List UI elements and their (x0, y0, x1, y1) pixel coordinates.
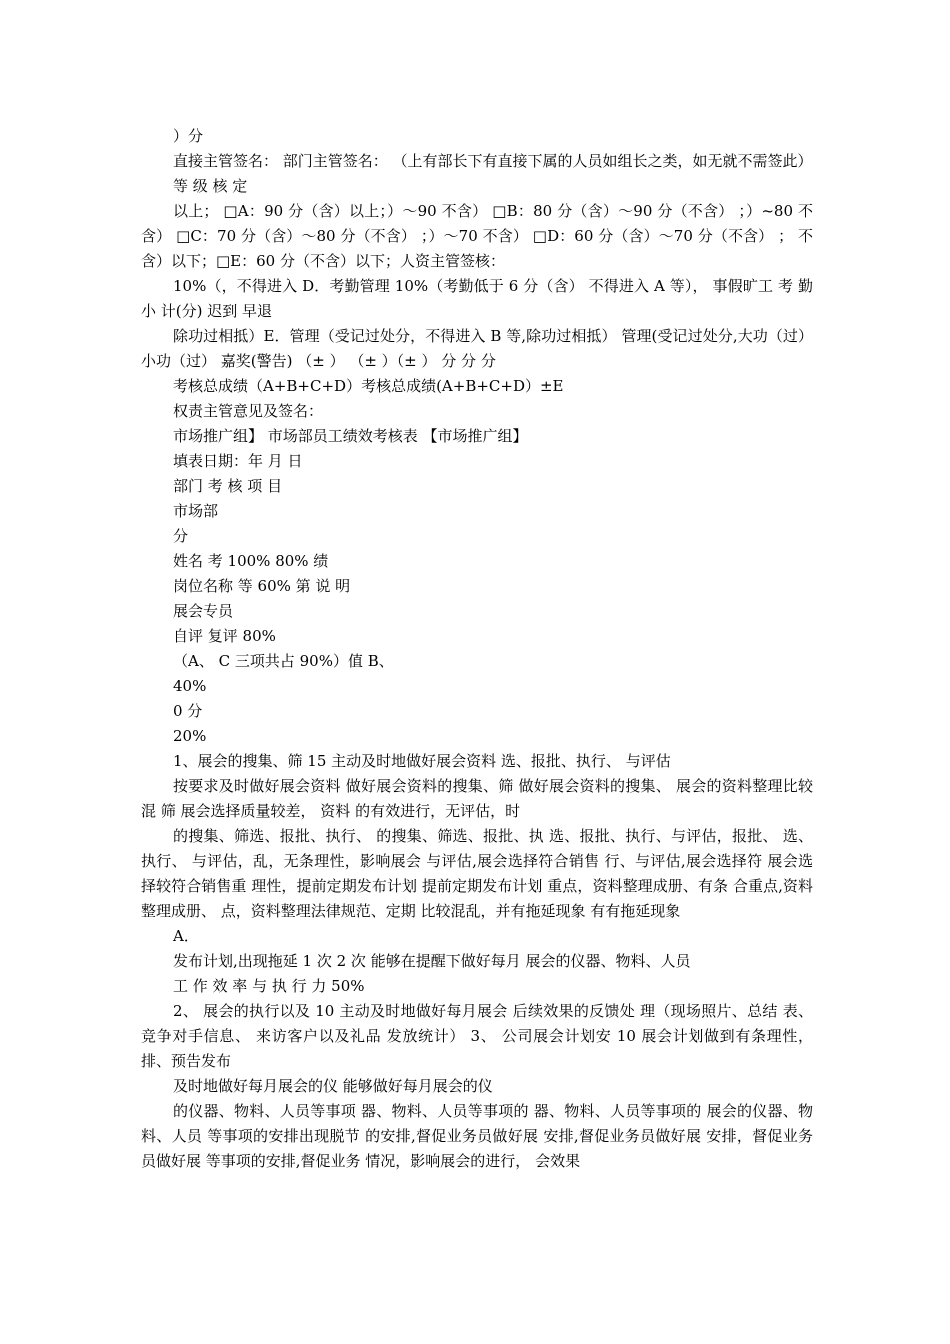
paragraph: 市场推广组】 市场部员工绩效考核表 【市场推广组】 (173, 427, 528, 445)
paragraph: 的搜集、筛选、报批、执行、 的搜集、筛选、报批、执 选、报批、执行、与评估，报批、 选、 执行、 与评估，乱，无条理性，影响展会 与评估,展会选择符合销售 行、与评估,展会选择符 展会选择较符合销售重 理性，提前定期发布计划 提前定期发布计划 重点，资料整理成册、有条 合重点,资料整理成册、 点，资料整理法律规范、定期 比较混乱，并有拖延现象 有有拖延现象 (141, 827, 813, 920)
paragraph: 工 作 效 率 与 执 行 力 50% (173, 977, 365, 995)
paragraph: 权责主管意见及签名： (173, 402, 324, 420)
paragraph: 等 级 核 定 (173, 177, 248, 195)
paragraph: 自评 复评 80% (173, 627, 276, 645)
paragraph: 按要求及时做好展会资料 做好展会资料的搜集、筛 做好展会资料的搜集、 展会的资料整理比较混 筛 展会选择质量较差， 资料 的有效进行，无评估，时 (141, 777, 813, 820)
paragraph: 40% (173, 677, 207, 695)
paragraph: 市场部 (173, 502, 219, 520)
paragraph: 20% (173, 727, 207, 745)
paragraph: 岗位名称 等 60% 第 说 明 (173, 577, 351, 595)
paragraph: 1、展会的搜集、筛 15 主动及时地做好展会资料 选、报批、执行、 与评估 (173, 752, 671, 770)
paragraph: 发布计划,出现拖延 1 次 2 次 能够在提醒下做好每月 展会的仪器、物料、人员 (173, 952, 691, 970)
paragraph: 的仪器、物料、人员等事项 器、物料、人员等事项的 器、物料、人员等事项的 展会的仪器、物料、人员 等事项的安排出现脱节 的安排,督促业务员做好展 安排,督促业务员做好展 安排，督促业务员做好展 等事项的安排,督促业务 情况，影响展会的进行， 会效果 (141, 1102, 813, 1170)
paragraph: 展会专员 (173, 602, 234, 620)
paragraph: 以上； □A：90 分（含）以上；）～90 不含） □B：80 分（含）～90 分（不含） ；）~80 不含） □C：70 分（含）～80 分（不含） ；）～70 不含） □D：60 分（含）～70 分（不含） ； 不含）以下；□E：60 分（不含）以下；人资主管签核： (141, 202, 813, 270)
paragraph: 分 (173, 527, 189, 545)
paragraph: 0 分 (173, 702, 203, 720)
paragraph: 部门 考 核 项 目 (173, 477, 283, 495)
paragraph: A． (173, 927, 199, 945)
paragraph: 除功过相抵）E．管理（受记过处分，不得进入 B 等,除功过相抵） 管理(受记过处分,大功（过） 小功（过） 嘉奖(警告) （± ） （± ）（± ） 分 分 分 (141, 327, 813, 370)
document-body (141, 124, 813, 1174)
paragraph: 2、 展会的执行以及 10 主动及时地做好每月展会 后续效果的反馈处 理（现场照片、总结 表、 竞争对手信息、 来访客户以及礼品 发放统计） 3、 公司展会计划安 10 展会计划做到有条理性，排、预告发布 (141, 1002, 813, 1070)
paragraph: 考核总成绩（A+B+C+D）考核总成绩(A+B+C+D）±E (173, 377, 564, 395)
paragraph: 填表日期：年 月 日 (173, 452, 303, 470)
paragraph: 直接主管签名： 部门主管签名： （上有部长下有直接下属的人员如组长之类，如无就不需签此） (173, 152, 813, 170)
paragraph: ）分 (173, 127, 204, 145)
paragraph: 及时地做好每月展会的仪 能够做好每月展会的仪 (173, 1077, 493, 1095)
paragraph: 姓名 考 100% 80% 绩 (173, 552, 329, 570)
paragraph: 10%（，不得进入 D．考勤管理 10%（考勤低于 6 分（含） 不得进入 A 等）， 事假旷工 考 勤 小 计(分) 迟到 早退 (141, 277, 813, 320)
paragraph: （A、 C 三项共占 90%）值 B、 (173, 652, 394, 670)
